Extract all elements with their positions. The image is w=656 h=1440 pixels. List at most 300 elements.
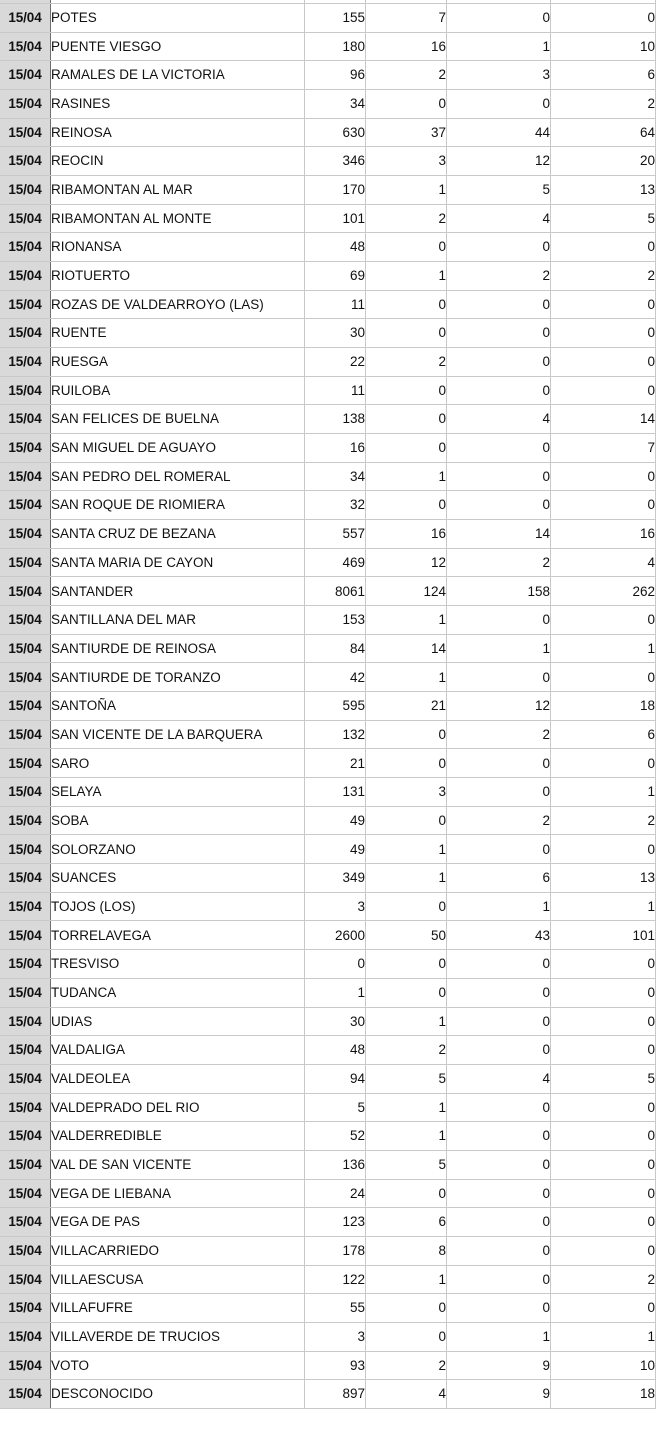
cell-date: 15/04: [0, 118, 51, 147]
table-row: [0, 1122, 656, 1151]
table-row: [0, 348, 656, 377]
cell-value-2: 1: [366, 176, 447, 205]
cell-value-4: 0: [551, 290, 656, 319]
cell-value-2: 3: [366, 778, 447, 807]
cell-value-2: 1: [366, 262, 447, 291]
cell-date: 15/04: [0, 90, 51, 119]
cell-value-3: 0: [447, 90, 551, 119]
cell-value-2: 0: [366, 1322, 447, 1351]
cell-value-4: 0: [551, 348, 656, 377]
cell-date: 15/04: [0, 1351, 51, 1380]
table-row: [0, 577, 656, 606]
cell-value-1: 21: [305, 749, 366, 778]
cell-date: 15/04: [0, 921, 51, 950]
cell-date: 15/04: [0, 1179, 51, 1208]
cell-value-1: 48: [305, 1036, 366, 1065]
cell-value-1: 132: [305, 720, 366, 749]
cell-municipality: SAN VICENTE DE LA BARQUERA: [51, 720, 305, 749]
cell-value-1: 49: [305, 806, 366, 835]
cell-value-2: 1: [366, 606, 447, 635]
cell-value-3: 0: [447, 376, 551, 405]
cell-date: 15/04: [0, 262, 51, 291]
cell-value-2: 0: [366, 749, 447, 778]
cell-value-2: 5: [366, 1064, 447, 1093]
cell-value-1: 469: [305, 548, 366, 577]
cell-value-3: 4: [447, 204, 551, 233]
cell-value-4: 0: [551, 376, 656, 405]
cell-value-4: 0: [551, 1294, 656, 1323]
cell-value-1: 52: [305, 1122, 366, 1151]
table-row: [0, 491, 656, 520]
cell-municipality: RIONANSA: [51, 233, 305, 262]
cell-value-4: 5: [551, 204, 656, 233]
cell-municipality: TOJOS (LOS): [51, 892, 305, 921]
cell-value-1: 2600: [305, 921, 366, 950]
cell-value-4: 13: [551, 864, 656, 893]
cell-value-3: 1: [447, 892, 551, 921]
cell-value-1: 3: [305, 1322, 366, 1351]
cell-value-4: 0: [551, 491, 656, 520]
table-row: [0, 806, 656, 835]
cell-value-1: 0: [305, 950, 366, 979]
cell-value-2: 1: [366, 864, 447, 893]
cell-date: 15/04: [0, 1322, 51, 1351]
cell-value-1: 55: [305, 1294, 366, 1323]
cell-value-3: 0: [447, 663, 551, 692]
cell-value-2: 2: [366, 348, 447, 377]
cell-value-4: 10: [551, 1351, 656, 1380]
cell-municipality: REOCIN: [51, 147, 305, 176]
table-row: [0, 1351, 656, 1380]
cell-value-1: 42: [305, 663, 366, 692]
cell-value-4: 64: [551, 118, 656, 147]
table-row: [0, 835, 656, 864]
cell-value-2: 0: [366, 806, 447, 835]
cell-date: 15/04: [0, 176, 51, 205]
table-row: [0, 720, 656, 749]
cell-municipality: SAN FELICES DE BUELNA: [51, 405, 305, 434]
cell-date: 15/04: [0, 434, 51, 463]
table-row: [0, 921, 656, 950]
cell-value-3: 44: [447, 118, 551, 147]
cell-municipality: SANTILLANA DEL MAR: [51, 606, 305, 635]
cell-municipality: VEGA DE PAS: [51, 1208, 305, 1237]
table-row: [0, 1064, 656, 1093]
cell-value-2: 3: [366, 147, 447, 176]
cell-value-2: 0: [366, 491, 447, 520]
cell-value-3: 1: [447, 1322, 551, 1351]
cell-date: 15/04: [0, 1093, 51, 1122]
cell-value-2: 1: [366, 1265, 447, 1294]
cell-municipality: TRESVISO: [51, 950, 305, 979]
cell-value-4: 2: [551, 1265, 656, 1294]
cell-value-4: 0: [551, 1093, 656, 1122]
cell-date: 15/04: [0, 32, 51, 61]
cell-value-3: 2: [447, 806, 551, 835]
cell-date: 15/04: [0, 692, 51, 721]
cell-value-2: 0: [366, 90, 447, 119]
cell-value-4: 1: [551, 892, 656, 921]
cell-value-3: 0: [447, 319, 551, 348]
cell-municipality: ROZAS DE VALDEARROYO (LAS): [51, 290, 305, 319]
cell-municipality: SANTA MARIA DE CAYON: [51, 548, 305, 577]
cell-municipality: SANTA CRUZ DE BEZANA: [51, 520, 305, 549]
cell-value-1: 34: [305, 90, 366, 119]
cell-municipality: VILLACARRIEDO: [51, 1236, 305, 1265]
cell-value-3: 1: [447, 32, 551, 61]
cell-date: 15/04: [0, 778, 51, 807]
cell-date: 15/04: [0, 1294, 51, 1323]
cell-date: 15/04: [0, 548, 51, 577]
cell-date: 15/04: [0, 1208, 51, 1237]
cell-value-3: 43: [447, 921, 551, 950]
cell-value-2: 0: [366, 233, 447, 262]
cell-value-4: 0: [551, 1208, 656, 1237]
cell-value-3: 0: [447, 778, 551, 807]
cell-municipality: RIBAMONTAN AL MONTE: [51, 204, 305, 233]
cell-value-2: 1: [366, 1093, 447, 1122]
table-row: [0, 548, 656, 577]
cell-municipality: SUANCES: [51, 864, 305, 893]
cell-date: 15/04: [0, 1150, 51, 1179]
cell-value-4: 5: [551, 1064, 656, 1093]
cell-municipality: PUENTE VIESGO: [51, 32, 305, 61]
cell-municipality: VALDALIGA: [51, 1036, 305, 1065]
table-row: [0, 1294, 656, 1323]
table-row: [0, 978, 656, 1007]
cell-value-4: 0: [551, 233, 656, 262]
table-row: [0, 1265, 656, 1294]
cell-value-1: 22: [305, 348, 366, 377]
cell-value-1: 153: [305, 606, 366, 635]
table-row: [0, 663, 656, 692]
cell-value-3: 0: [447, 1036, 551, 1065]
cell-value-1: 94: [305, 1064, 366, 1093]
cell-value-4: 1: [551, 634, 656, 663]
cell-value-2: 124: [366, 577, 447, 606]
cell-value-3: 6: [447, 864, 551, 893]
cell-date: 15/04: [0, 491, 51, 520]
cell-value-4: 18: [551, 692, 656, 721]
cell-value-1: 3: [305, 892, 366, 921]
table-row: [0, 147, 656, 176]
cell-value-2: 0: [366, 405, 447, 434]
cell-value-4: 0: [551, 663, 656, 692]
cell-value-2: 1: [366, 663, 447, 692]
cell-value-3: 3: [447, 61, 551, 90]
cell-municipality: TUDANCA: [51, 978, 305, 1007]
cell-value-3: 0: [447, 1150, 551, 1179]
cell-municipality: REINOSA: [51, 118, 305, 147]
cell-value-2: 0: [366, 950, 447, 979]
cell-municipality: POTES: [51, 3, 305, 32]
table-row: [0, 118, 656, 147]
cell-date: 15/04: [0, 806, 51, 835]
cell-value-3: 0: [447, 606, 551, 635]
cell-date: 15/04: [0, 864, 51, 893]
cell-value-1: 178: [305, 1236, 366, 1265]
table-row: [0, 864, 656, 893]
cell-date: 15/04: [0, 634, 51, 663]
cell-value-3: 0: [447, 1007, 551, 1036]
cell-value-3: 0: [447, 1265, 551, 1294]
cell-date: 15/04: [0, 520, 51, 549]
cell-date: 15/04: [0, 606, 51, 635]
cell-value-3: 0: [447, 1179, 551, 1208]
cell-value-4: 6: [551, 61, 656, 90]
cell-value-3: 0: [447, 1122, 551, 1151]
cell-value-1: 30: [305, 319, 366, 348]
cell-date: 15/04: [0, 577, 51, 606]
cell-value-4: 0: [551, 978, 656, 1007]
cell-date: 15/04: [0, 1036, 51, 1065]
cell-municipality: UDIAS: [51, 1007, 305, 1036]
cell-municipality: SARO: [51, 749, 305, 778]
cell-municipality: VALDERREDIBLE: [51, 1122, 305, 1151]
table-row: [0, 1093, 656, 1122]
cell-value-1: 49: [305, 835, 366, 864]
cell-municipality: SAN PEDRO DEL ROMERAL: [51, 462, 305, 491]
table-row: [0, 749, 656, 778]
cell-value-1: 180: [305, 32, 366, 61]
table-row: [0, 1007, 656, 1036]
cell-value-4: 7: [551, 434, 656, 463]
table-row: [0, 61, 656, 90]
cell-value-1: 557: [305, 520, 366, 549]
cell-value-2: 21: [366, 692, 447, 721]
cell-value-1: 30: [305, 1007, 366, 1036]
cell-value-3: 4: [447, 1064, 551, 1093]
cell-value-1: 96: [305, 61, 366, 90]
cell-date: 15/04: [0, 1236, 51, 1265]
table-row: [0, 262, 656, 291]
table-row: [0, 376, 656, 405]
table-row: [0, 32, 656, 61]
cell-value-4: 6: [551, 720, 656, 749]
cell-value-3: 0: [447, 3, 551, 32]
cell-date: 15/04: [0, 1122, 51, 1151]
cell-value-2: 4: [366, 1380, 447, 1409]
cell-value-4: 2: [551, 262, 656, 291]
cell-municipality: VALDEPRADO DEL RIO: [51, 1093, 305, 1122]
cell-value-3: 0: [447, 950, 551, 979]
cell-value-3: 0: [447, 1294, 551, 1323]
cell-value-1: 93: [305, 1351, 366, 1380]
cell-value-3: 2: [447, 262, 551, 291]
cell-value-1: 101: [305, 204, 366, 233]
cell-value-4: 10: [551, 32, 656, 61]
cell-value-3: 0: [447, 491, 551, 520]
cell-date: 15/04: [0, 462, 51, 491]
cell-value-2: 0: [366, 290, 447, 319]
cell-value-4: 18: [551, 1380, 656, 1409]
cell-value-4: 0: [551, 1036, 656, 1065]
cell-value-3: 14: [447, 520, 551, 549]
cell-value-2: 5: [366, 1150, 447, 1179]
table-row: [0, 606, 656, 635]
table-row: [0, 233, 656, 262]
cell-municipality: SANTIURDE DE REINOSA: [51, 634, 305, 663]
table-row: [0, 1150, 656, 1179]
cell-municipality: VALDEOLEA: [51, 1064, 305, 1093]
cell-value-4: 1: [551, 1322, 656, 1351]
cell-value-1: 16: [305, 434, 366, 463]
table-row: [0, 405, 656, 434]
cell-date: 15/04: [0, 1064, 51, 1093]
table-row: [0, 1236, 656, 1265]
cell-value-4: 4: [551, 548, 656, 577]
cell-value-1: 5: [305, 1093, 366, 1122]
cell-value-3: 2: [447, 720, 551, 749]
cell-date: 15/04: [0, 61, 51, 90]
cell-value-4: 0: [551, 835, 656, 864]
cell-municipality: SOBA: [51, 806, 305, 835]
cell-value-3: 0: [447, 978, 551, 1007]
cell-date: 15/04: [0, 1380, 51, 1409]
cell-value-2: 0: [366, 892, 447, 921]
cell-value-4: 0: [551, 1236, 656, 1265]
cell-value-3: 12: [447, 147, 551, 176]
cell-value-3: 1: [447, 634, 551, 663]
cell-value-3: 0: [447, 434, 551, 463]
table-row: [0, 3, 656, 32]
cell-value-2: 1: [366, 835, 447, 864]
cell-value-3: 0: [447, 749, 551, 778]
cell-value-4: 2: [551, 90, 656, 119]
cell-date: 15/04: [0, 233, 51, 262]
cell-municipality: SAN ROQUE DE RIOMIERA: [51, 491, 305, 520]
cell-municipality: RASINES: [51, 90, 305, 119]
cell-value-2: 16: [366, 520, 447, 549]
cell-value-1: 170: [305, 176, 366, 205]
cell-value-2: 0: [366, 1294, 447, 1323]
cell-municipality: VEGA DE LIEBANA: [51, 1179, 305, 1208]
cell-value-1: 136: [305, 1150, 366, 1179]
cell-value-4: 0: [551, 1122, 656, 1151]
table-row: [0, 1179, 656, 1208]
table-row: [0, 778, 656, 807]
cell-date: 15/04: [0, 720, 51, 749]
cell-value-2: 6: [366, 1208, 447, 1237]
cell-date: 15/04: [0, 835, 51, 864]
cell-value-1: 69: [305, 262, 366, 291]
cell-value-1: 131: [305, 778, 366, 807]
cell-value-2: 2: [366, 61, 447, 90]
cell-value-1: 122: [305, 1265, 366, 1294]
cell-value-4: 0: [551, 3, 656, 32]
cell-value-2: 1: [366, 1122, 447, 1151]
cell-value-3: 2: [447, 548, 551, 577]
cell-municipality: RUESGA: [51, 348, 305, 377]
cell-value-3: 0: [447, 835, 551, 864]
cell-date: 15/04: [0, 376, 51, 405]
cell-date: 15/04: [0, 348, 51, 377]
cell-value-4: 0: [551, 462, 656, 491]
cell-value-1: 84: [305, 634, 366, 663]
cell-value-4: 0: [551, 950, 656, 979]
table-row: [0, 1036, 656, 1065]
cell-value-3: 4: [447, 405, 551, 434]
cell-value-2: 0: [366, 978, 447, 1007]
table-row: [0, 892, 656, 921]
cell-value-2: 2: [366, 1036, 447, 1065]
table-row: [0, 90, 656, 119]
cell-value-1: 346: [305, 147, 366, 176]
cell-municipality: RUENTE: [51, 319, 305, 348]
cell-value-4: 0: [551, 749, 656, 778]
cell-municipality: SAN MIGUEL DE AGUAYO: [51, 434, 305, 463]
cell-value-1: 24: [305, 1179, 366, 1208]
cell-date: 15/04: [0, 204, 51, 233]
cell-value-4: 0: [551, 319, 656, 348]
cell-value-1: 8061: [305, 577, 366, 606]
cell-value-2: 0: [366, 1179, 447, 1208]
cell-value-3: 0: [447, 1208, 551, 1237]
cell-value-3: 0: [447, 1236, 551, 1265]
table-row: [0, 1208, 656, 1237]
cell-date: 15/04: [0, 3, 51, 32]
cell-municipality: SANTIURDE DE TORANZO: [51, 663, 305, 692]
cell-value-1: 48: [305, 233, 366, 262]
cell-value-4: 0: [551, 1179, 656, 1208]
cell-value-4: 262: [551, 577, 656, 606]
cell-date: 15/04: [0, 319, 51, 348]
cell-value-4: 20: [551, 147, 656, 176]
table-row: [0, 1380, 656, 1409]
cell-municipality: RAMALES DE LA VICTORIA: [51, 61, 305, 90]
cell-value-4: 14: [551, 405, 656, 434]
cell-value-2: 12: [366, 548, 447, 577]
cell-value-2: 1: [366, 1007, 447, 1036]
cell-value-2: 2: [366, 1351, 447, 1380]
cell-municipality: VILLAVERDE DE TRUCIOS: [51, 1322, 305, 1351]
table-row: [0, 692, 656, 721]
cell-value-1: 11: [305, 376, 366, 405]
cell-value-1: 155: [305, 3, 366, 32]
cell-value-1: 595: [305, 692, 366, 721]
cell-municipality: VILLAFUFRE: [51, 1294, 305, 1323]
cell-date: 15/04: [0, 749, 51, 778]
cell-value-2: 0: [366, 434, 447, 463]
cell-value-2: 14: [366, 634, 447, 663]
cell-value-2: 1: [366, 462, 447, 491]
cell-value-2: 2: [366, 204, 447, 233]
cell-value-1: 630: [305, 118, 366, 147]
table-row: [0, 634, 656, 663]
cell-date: 15/04: [0, 147, 51, 176]
cell-value-1: 1: [305, 978, 366, 1007]
cell-date: 15/04: [0, 1265, 51, 1294]
cell-value-1: 897: [305, 1380, 366, 1409]
cell-value-2: 0: [366, 376, 447, 405]
cell-value-4: 101: [551, 921, 656, 950]
table-row: [0, 520, 656, 549]
cell-value-3: 9: [447, 1351, 551, 1380]
cell-value-3: 0: [447, 462, 551, 491]
cell-value-1: 11: [305, 290, 366, 319]
cell-value-4: 0: [551, 1150, 656, 1179]
cell-date: 15/04: [0, 405, 51, 434]
cell-date: 15/04: [0, 892, 51, 921]
cell-municipality: VOTO: [51, 1351, 305, 1380]
cell-municipality: SOLORZANO: [51, 835, 305, 864]
cell-value-2: 50: [366, 921, 447, 950]
cell-value-2: 37: [366, 118, 447, 147]
table-row: [0, 462, 656, 491]
cell-value-2: 16: [366, 32, 447, 61]
cell-date: 15/04: [0, 950, 51, 979]
cell-value-4: 0: [551, 606, 656, 635]
